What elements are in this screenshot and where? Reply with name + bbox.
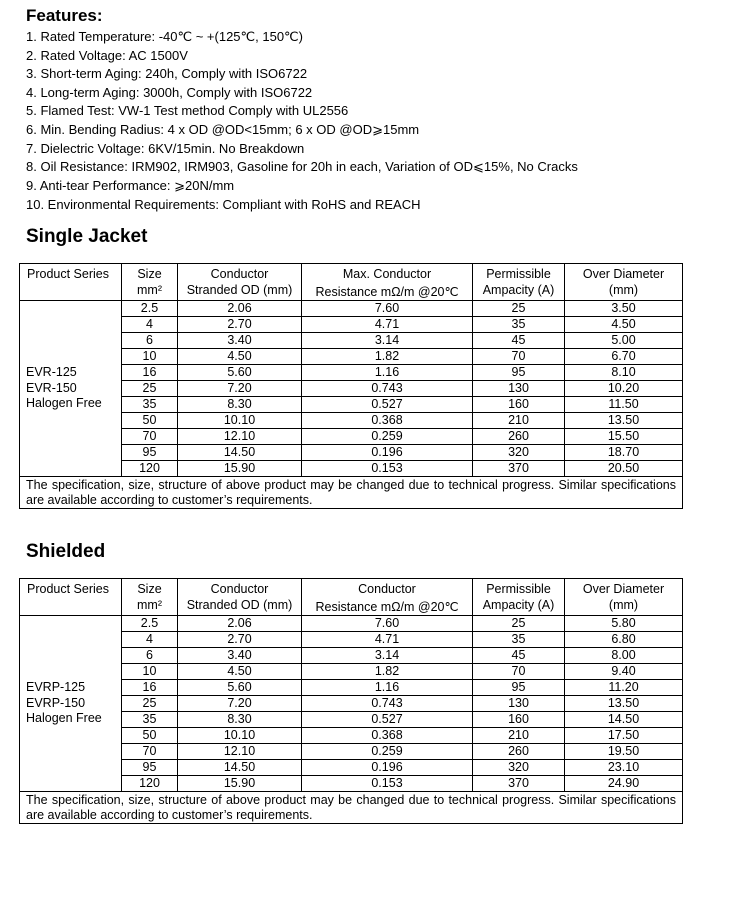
size-cell: 4 bbox=[122, 632, 178, 648]
resistance-cell: 7.60 bbox=[302, 301, 473, 317]
diameter-cell: 14.50 bbox=[565, 712, 683, 728]
od-cell: 5.60 bbox=[178, 680, 302, 696]
ampacity-cell: 320 bbox=[473, 445, 565, 461]
ampacity-cell: 130 bbox=[473, 381, 565, 397]
resistance-cell: 0.527 bbox=[302, 397, 473, 413]
resistance-cell: 0.368 bbox=[302, 728, 473, 744]
ampacity-cell: 370 bbox=[473, 776, 565, 792]
diameter-cell: 18.70 bbox=[565, 445, 683, 461]
ampacity-cell: 160 bbox=[473, 712, 565, 728]
od-cell: 3.40 bbox=[178, 333, 302, 349]
od-cell: 12.10 bbox=[178, 744, 302, 760]
od-cell: 15.90 bbox=[178, 776, 302, 792]
feature-item: 4. Long-term Aging: 3000h, Comply with ISO6722 bbox=[26, 84, 313, 100]
diameter-cell: 11.20 bbox=[565, 680, 683, 696]
resistance-cell: 7.60 bbox=[302, 616, 473, 632]
size-cell: 70 bbox=[122, 744, 178, 760]
resistance-cell: 0.153 bbox=[302, 461, 473, 477]
size-cell: 4 bbox=[122, 317, 178, 333]
resistance-cell: 0.259 bbox=[302, 744, 473, 760]
features-list bbox=[26, 28, 578, 215]
size-cell: 10 bbox=[122, 349, 178, 365]
diameter-cell: 6.70 bbox=[565, 349, 683, 365]
od-cell: 14.50 bbox=[178, 445, 302, 461]
size-cell: 95 bbox=[122, 445, 178, 461]
od-cell: 4.50 bbox=[178, 349, 302, 365]
ampacity-cell: 260 bbox=[473, 429, 565, 445]
features-title: Features: bbox=[26, 6, 103, 25]
feature-item: 10. Environmental Requirements: Compliant with RoHS and REACH bbox=[26, 197, 421, 213]
header-resistance: Conductor Resistance mΩ/m @20℃ bbox=[302, 579, 473, 616]
header-over-diameter: Over Diameter (mm) bbox=[565, 264, 683, 301]
product-series-cell: EVR-125 EVR-150 Halogen Free bbox=[20, 301, 122, 477]
diameter-cell: 13.50 bbox=[565, 413, 683, 429]
size-cell: 2.5 bbox=[122, 616, 178, 632]
resistance-cell: 0.259 bbox=[302, 429, 473, 445]
ampacity-cell: 130 bbox=[473, 696, 565, 712]
size-cell: 95 bbox=[122, 760, 178, 776]
single-jacket-title: Single Jacket bbox=[26, 226, 148, 247]
ampacity-cell: 210 bbox=[473, 728, 565, 744]
od-cell: 2.70 bbox=[178, 632, 302, 648]
od-cell: 2.70 bbox=[178, 317, 302, 333]
feature-item: 7. Dielectric Voltage: 6KV/15min. No Breakdown bbox=[26, 140, 305, 156]
diameter-cell: 8.00 bbox=[565, 648, 683, 664]
table-note-row bbox=[20, 792, 683, 824]
ampacity-cell: 320 bbox=[473, 760, 565, 776]
feature-item: 1. Rated Temperature: -40℃ ~ +(125℃, 150℃) bbox=[26, 29, 303, 44]
resistance-cell: 0.527 bbox=[302, 712, 473, 728]
diameter-cell: 4.50 bbox=[565, 317, 683, 333]
od-cell: 15.90 bbox=[178, 461, 302, 477]
table-row bbox=[20, 301, 683, 317]
resistance-cell: 0.196 bbox=[302, 760, 473, 776]
ampacity-cell: 25 bbox=[473, 616, 565, 632]
ampacity-cell: 260 bbox=[473, 744, 565, 760]
size-cell: 16 bbox=[122, 365, 178, 381]
od-cell: 3.40 bbox=[178, 648, 302, 664]
table-row bbox=[20, 616, 683, 632]
resistance-cell: 1.16 bbox=[302, 680, 473, 696]
resistance-cell: 0.368 bbox=[302, 413, 473, 429]
size-cell: 25 bbox=[122, 696, 178, 712]
header-size: Size mm² bbox=[122, 264, 178, 301]
diameter-cell: 24.90 bbox=[565, 776, 683, 792]
resistance-cell: 4.71 bbox=[302, 317, 473, 333]
header-stranded-od: Conductor Stranded OD (mm) bbox=[178, 264, 302, 301]
size-cell: 50 bbox=[122, 413, 178, 429]
header-product-series: Product Series bbox=[20, 579, 122, 616]
od-cell: 7.20 bbox=[178, 696, 302, 712]
diameter-cell: 5.00 bbox=[565, 333, 683, 349]
table-note-row bbox=[20, 477, 683, 509]
diameter-cell: 5.80 bbox=[565, 616, 683, 632]
resistance-cell: 0.196 bbox=[302, 445, 473, 461]
resistance-cell: 4.71 bbox=[302, 632, 473, 648]
size-cell: 120 bbox=[122, 776, 178, 792]
od-cell: 14.50 bbox=[178, 760, 302, 776]
diameter-cell: 15.50 bbox=[565, 429, 683, 445]
header-stranded-od: Conductor Stranded OD (mm) bbox=[178, 579, 302, 616]
resistance-cell: 1.16 bbox=[302, 365, 473, 381]
table-header-row bbox=[20, 264, 683, 301]
ampacity-cell: 210 bbox=[473, 413, 565, 429]
diameter-cell: 10.20 bbox=[565, 381, 683, 397]
header-size: Size mm² bbox=[122, 579, 178, 616]
size-cell: 70 bbox=[122, 429, 178, 445]
diameter-cell: 20.50 bbox=[565, 461, 683, 477]
resistance-cell: 0.153 bbox=[302, 776, 473, 792]
size-cell: 2.5 bbox=[122, 301, 178, 317]
diameter-cell: 17.50 bbox=[565, 728, 683, 744]
size-cell: 16 bbox=[122, 680, 178, 696]
header-ampacity: Permissible Ampacity (A) bbox=[473, 579, 565, 616]
ampacity-cell: 35 bbox=[473, 317, 565, 333]
ampacity-cell: 70 bbox=[473, 349, 565, 365]
ampacity-cell: 95 bbox=[473, 680, 565, 696]
diameter-cell: 9.40 bbox=[565, 664, 683, 680]
size-cell: 35 bbox=[122, 712, 178, 728]
header-over-diameter: Over Diameter (mm) bbox=[565, 579, 683, 616]
ampacity-cell: 95 bbox=[473, 365, 565, 381]
od-cell: 10.10 bbox=[178, 728, 302, 744]
od-cell: 8.30 bbox=[178, 712, 302, 728]
feature-item: 9. Anti-tear Performance: ⩾20N/mm bbox=[26, 177, 235, 193]
header-resistance: Max. Conductor Resistance mΩ/m @20℃ bbox=[302, 264, 473, 301]
od-cell: 8.30 bbox=[178, 397, 302, 413]
size-cell: 120 bbox=[122, 461, 178, 477]
ampacity-cell: 370 bbox=[473, 461, 565, 477]
resistance-cell: 0.743 bbox=[302, 381, 473, 397]
size-cell: 50 bbox=[122, 728, 178, 744]
resistance-cell: 3.14 bbox=[302, 648, 473, 664]
resistance-cell: 0.743 bbox=[302, 696, 473, 712]
ampacity-cell: 45 bbox=[473, 648, 565, 664]
shielded-title: Shielded bbox=[26, 541, 106, 562]
shielded-table bbox=[19, 578, 683, 824]
diameter-cell: 11.50 bbox=[565, 397, 683, 413]
header-ampacity: Permissible Ampacity (A) bbox=[473, 264, 565, 301]
size-cell: 25 bbox=[122, 381, 178, 397]
ampacity-cell: 160 bbox=[473, 397, 565, 413]
od-cell: 2.06 bbox=[178, 616, 302, 632]
od-cell: 5.60 bbox=[178, 365, 302, 381]
feature-item: 8. Oil Resistance: IRM902, IRM903, Gasoline for 20h in each, Variation of OD⩽15%, No Cracks bbox=[26, 159, 578, 175]
table-note: The specification, size, structure of above product may be changed due to technical progress. Similar specifications are available according to customer’s requirements. bbox=[20, 792, 683, 824]
feature-item: 3. Short-term Aging: 240h, Comply with ISO6722 bbox=[26, 66, 308, 82]
table-header-row bbox=[20, 579, 683, 616]
od-cell: 2.06 bbox=[178, 301, 302, 317]
od-cell: 12.10 bbox=[178, 429, 302, 445]
product-series-cell: EVRP-125 EVRP-150 Halogen Free bbox=[20, 616, 122, 792]
feature-item: 2. Rated Voltage: AC 1500V bbox=[26, 47, 188, 63]
table-note: The specification, size, structure of above product may be changed due to technical progress. Similar specifications are available according to customer’s requirements. bbox=[20, 477, 683, 509]
diameter-cell: 19.50 bbox=[565, 744, 683, 760]
size-cell: 6 bbox=[122, 333, 178, 349]
ampacity-cell: 45 bbox=[473, 333, 565, 349]
single-jacket-table bbox=[19, 263, 683, 509]
diameter-cell: 23.10 bbox=[565, 760, 683, 776]
od-cell: 4.50 bbox=[178, 664, 302, 680]
ampacity-cell: 25 bbox=[473, 301, 565, 317]
feature-item: 5. Flamed Test: VW-1 Test method Comply with UL2556 bbox=[26, 103, 349, 119]
size-cell: 10 bbox=[122, 664, 178, 680]
od-cell: 7.20 bbox=[178, 381, 302, 397]
feature-item: 6. Min. Bending Radius: 4 x OD @OD<15mm; 6 x OD @OD⩾15mm bbox=[26, 121, 420, 137]
size-cell: 35 bbox=[122, 397, 178, 413]
resistance-cell: 1.82 bbox=[302, 664, 473, 680]
diameter-cell: 8.10 bbox=[565, 365, 683, 381]
ampacity-cell: 35 bbox=[473, 632, 565, 648]
ampacity-cell: 70 bbox=[473, 664, 565, 680]
diameter-cell: 3.50 bbox=[565, 301, 683, 317]
size-cell: 6 bbox=[122, 648, 178, 664]
od-cell: 10.10 bbox=[178, 413, 302, 429]
header-product-series: Product Series bbox=[20, 264, 122, 301]
resistance-cell: 3.14 bbox=[302, 333, 473, 349]
diameter-cell: 13.50 bbox=[565, 696, 683, 712]
resistance-cell: 1.82 bbox=[302, 349, 473, 365]
diameter-cell: 6.80 bbox=[565, 632, 683, 648]
